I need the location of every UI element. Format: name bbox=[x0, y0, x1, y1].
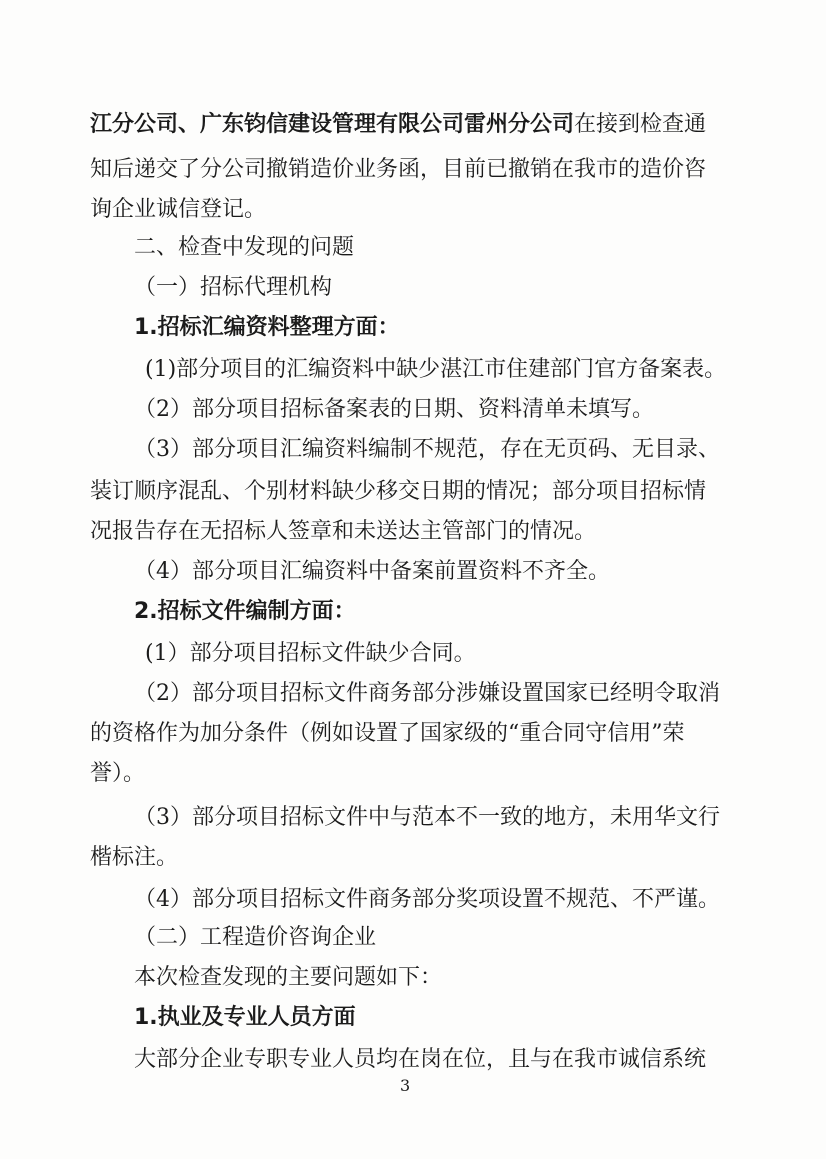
topic-3-line-1: 大部分企业专职专业人员均在岗在位，且与在我市诚信系统 bbox=[134, 1047, 707, 1072]
topic-2-item-2-line-3: 誉）。 bbox=[90, 761, 146, 786]
topic-2-item-2-line-1: （2）部分项目招标文件商务部分涉嫌设置国家已经明令取消 bbox=[134, 681, 720, 706]
topic-1-item-3-line-1: （3）部分项目汇编资料编制不规范，存在无页码、无目录、 bbox=[134, 437, 720, 462]
company-names: 江分公司、广东钧信建设管理有限公司雷州分公司 bbox=[90, 112, 575, 137]
section-heading: 二、检查中发现的问题 bbox=[134, 235, 355, 260]
topic-2-item-1: (1）部分项目招标文件缺少合同。 bbox=[145, 641, 476, 666]
subsection-heading-1: （一）招标代理机构 bbox=[134, 275, 333, 300]
topic-1-item-1: (1)部分项目的汇编资料中缺少湛江市住建部门官方备案表。 bbox=[145, 357, 727, 382]
intro-text-rest: 在接到检查通 bbox=[574, 112, 707, 137]
topic-1-item-2: （2）部分项目招标备案表的日期、资料清单未填写。 bbox=[134, 397, 654, 422]
topic-2-heading: 2.招标文件编制方面： bbox=[134, 599, 356, 624]
topic-2-item-3-line-1: （3）部分项目招标文件中与范本不一致的地方，未用华文行 bbox=[134, 805, 720, 830]
intro-line-1 bbox=[90, 110, 706, 140]
topic-3-heading: 1.执业及专业人员方面 bbox=[134, 1005, 356, 1030]
topic-2-item-2-line-2: 的资格作为加分条件（例如设置了国家级的“重合同守信用”荣 bbox=[90, 721, 685, 746]
topic-2-item-3-line-2: 楷标注。 bbox=[90, 845, 179, 870]
page-number: 3 bbox=[400, 1076, 411, 1095]
topic-2-item-4: （4）部分项目招标文件商务部分奖项设置不规范、不严谨。 bbox=[134, 887, 720, 912]
topic-1-heading: 1.招标汇编资料整理方面： bbox=[134, 315, 400, 340]
topic-1-item-3-line-2: 装订顺序混乱、个别材料缺少移交日期的情况；部分项目招标情 bbox=[90, 479, 707, 504]
subsection-heading-2: （二）工程造价咨询企业 bbox=[134, 925, 377, 950]
topic-1-item-3-line-3: 况报告存在无招标人签章和未送达主管部门的情况。 bbox=[90, 519, 597, 544]
subsection-2-intro: 本次检查发现的主要问题如下： bbox=[134, 965, 443, 990]
topic-1-item-4: （4）部分项目汇编资料中备案前置资料不齐全。 bbox=[134, 559, 610, 584]
intro-line-3: 询企业诚信登记。 bbox=[90, 197, 267, 222]
intro-line-2: 知后递交了分公司撤销造价业务函，目前已撤销在我市的造价咨 bbox=[90, 157, 707, 182]
